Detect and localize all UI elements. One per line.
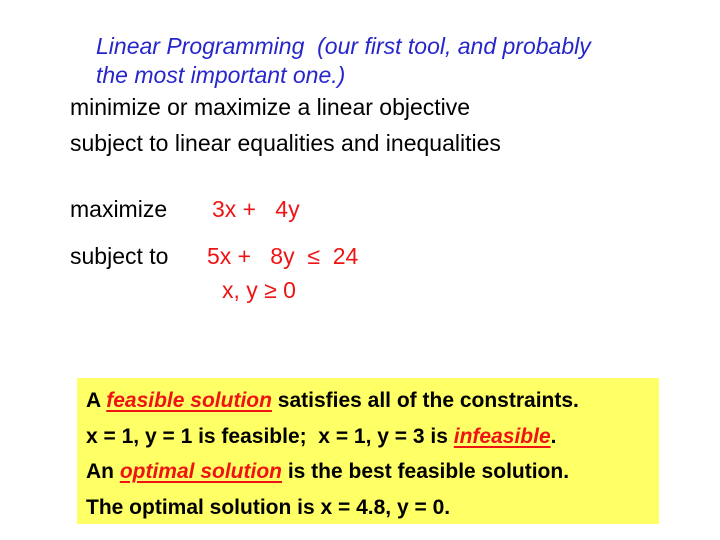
nonnegativity-expression: x, y ≥ 0	[222, 277, 296, 303]
text-segment: x = 1, y = 1 is feasible; x = 1, y = 3 is	[86, 424, 454, 448]
note-line-optimal-example	[86, 490, 659, 526]
text-segment: satisfies all of the constraints.	[271, 389, 579, 412]
text-segment: .	[550, 424, 557, 448]
text-segment: A	[86, 389, 107, 412]
definition-note-box	[77, 378, 659, 524]
note-line-feasible-example	[86, 419, 659, 455]
highlighted-term: optimal solution	[119, 460, 282, 483]
slide-title-line-2: the most important one.)	[96, 62, 346, 88]
note-line-optimal-definition	[86, 454, 659, 490]
constraint-label: subject to	[70, 243, 169, 269]
text-segment: is the best feasible solution.	[281, 460, 570, 483]
text-segment: An	[86, 460, 120, 483]
highlighted-term: infeasible	[453, 424, 551, 448]
intro-line-constraints: subject to linear equalities and inequalities	[70, 130, 501, 156]
highlighted-term: feasible solution	[106, 389, 272, 412]
intro-line-objective: minimize or maximize a linear objective	[70, 94, 471, 120]
constraint-expression: 5x + 8y ≤ 24	[207, 243, 359, 269]
note-line-feasible-definition	[86, 383, 659, 419]
objective-expression: 3x + 4y	[212, 196, 300, 222]
slide-title-line-1: Linear Programming (our first tool, and probably	[96, 33, 591, 59]
slide-title	[96, 32, 591, 90]
objective-label: maximize	[70, 196, 168, 222]
text-segment: The optimal solution is x = 4.8, y = 0.	[86, 495, 451, 519]
